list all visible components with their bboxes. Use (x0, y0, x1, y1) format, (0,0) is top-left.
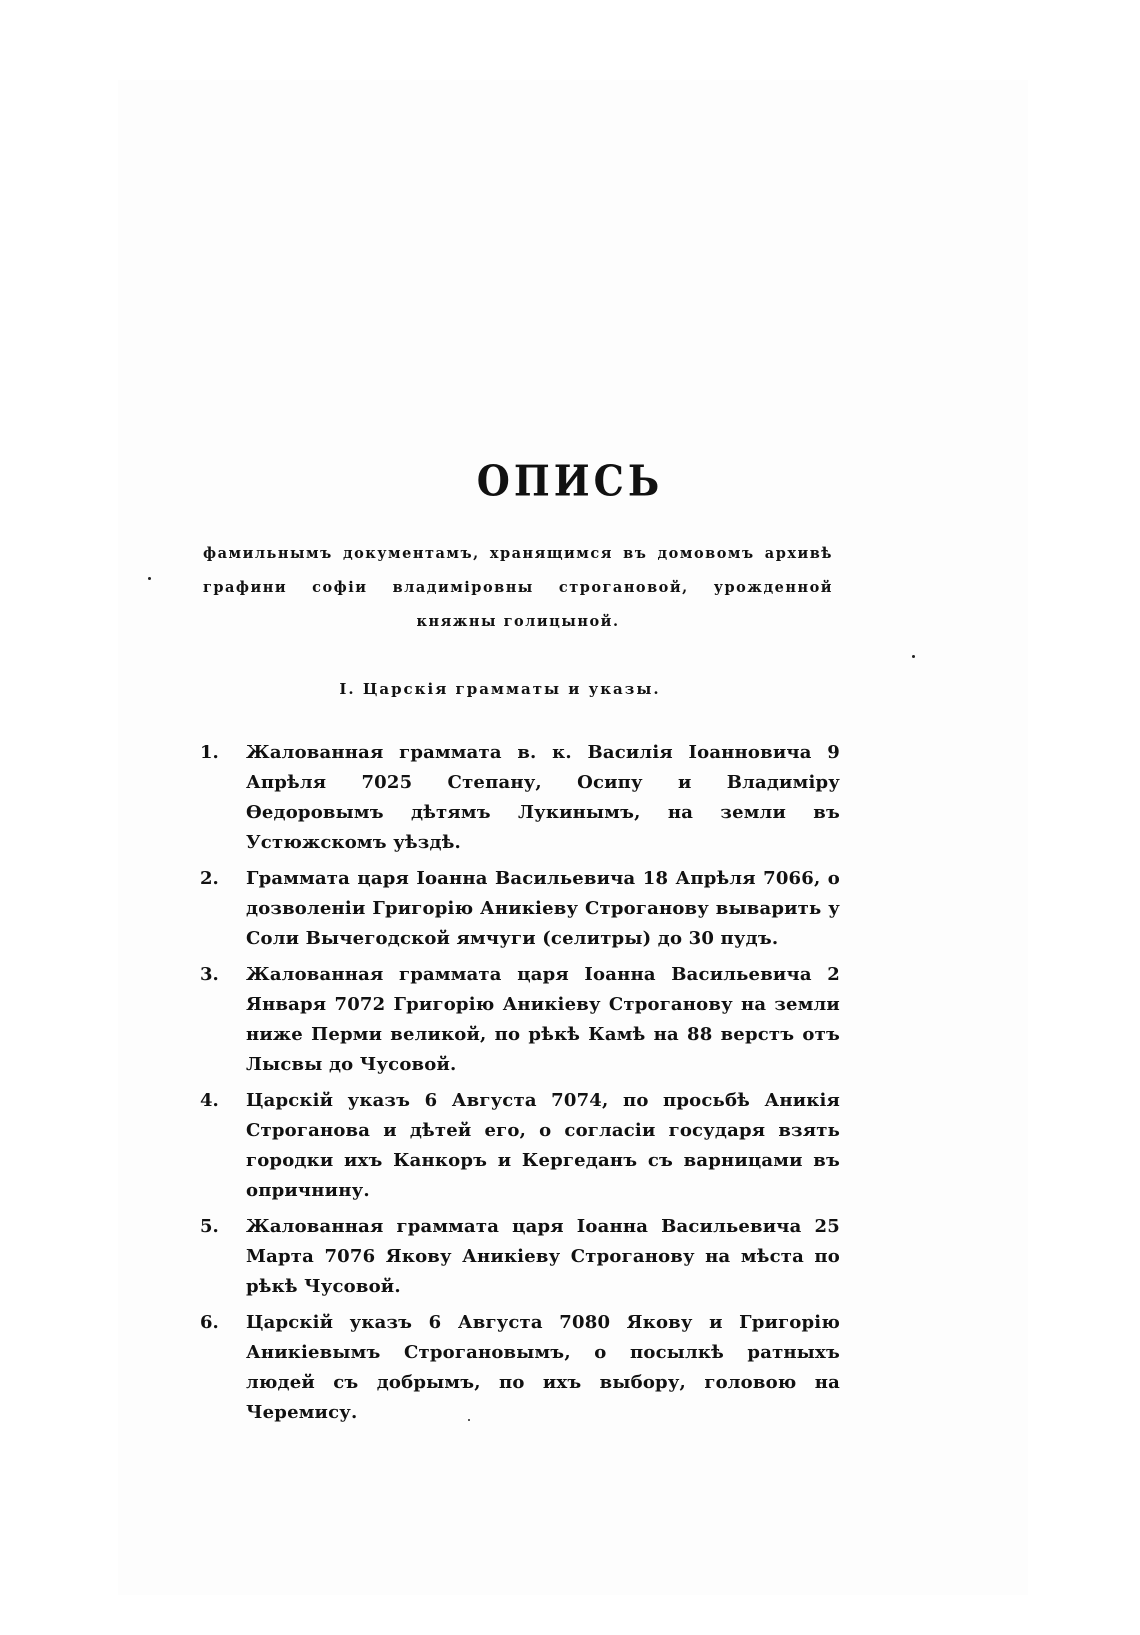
document-entry-list (200, 738, 840, 1434)
scan-speck (468, 1419, 470, 1421)
section-heading: I. Царскія грамматы и указы. (339, 680, 661, 698)
list-item (200, 1212, 840, 1302)
entry-text: Царскій указъ 6 Августа 7080 Якову и Григорію Аникіевымъ Строгановымъ, о посылкѣ ратныхъ людей съ добрымъ, по ихъ выбору, головою на Черемису. (246, 1312, 840, 1423)
scan-speck (148, 577, 151, 580)
entry-text: Жалованная граммата в. к. Василія Іоанновича 9 Апрѣля 7025 Степану, Осипу и Владиміру Ѳедоровымъ дѣтямъ Лукинымъ, на земли въ Устюжскомъ уѣздѣ. (246, 742, 840, 853)
scan-speck (912, 655, 915, 658)
document-title: ОПИСЬ (476, 455, 664, 506)
entry-number: 6. (200, 1312, 219, 1333)
entry-number: 3. (200, 964, 219, 985)
list-item (200, 738, 840, 858)
entry-number: 2. (200, 868, 219, 889)
entry-text: Граммата царя Іоанна Васильевича 18 Апрѣля 7066, о дозволеніи Григорію Аникіеву Строганову выварить у Соли Вычегодской ямчуги (селитры) до 30 пудъ. (246, 868, 840, 949)
list-item (200, 864, 840, 954)
document-subtitle: фамильнымъ документамъ, хранящимся въ домовомъ архивѣ графини софіи владиміровны строгановой, урожденной княжны голицыной. (203, 545, 833, 630)
entry-text: Царскій указъ 6 Августа 7074, по просьбѣ Аникія Строганова и дѣтей его, о согласіи государя взять городки ихъ Канкоръ и Кергеданъ съ варницами въ опричнину. (246, 1090, 840, 1201)
entry-number: 5. (200, 1216, 219, 1237)
entry-text: Жалованная граммата царя Іоанна Васильевича 25 Марта 7076 Якову Аникіеву Строганову на мѣста по рѣкѣ Чусовой. (246, 1216, 840, 1297)
entry-number: 4. (200, 1090, 219, 1111)
list-item (200, 1308, 840, 1428)
entry-text: Жалованная граммата царя Іоанна Васильевича 2 Января 7072 Григорію Аникіеву Строганову на земли ниже Перми великой, по рѣкѣ Камѣ на 88 верстъ отъ Лысвы до Чусовой. (246, 964, 840, 1075)
list-item (200, 960, 840, 1080)
entry-number: 1. (200, 742, 219, 763)
list-item (200, 1086, 840, 1206)
